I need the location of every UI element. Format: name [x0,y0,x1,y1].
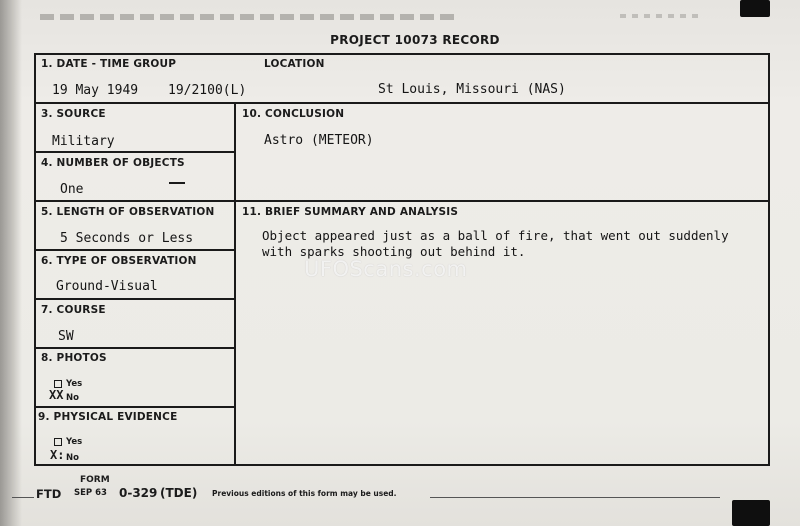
row-divider [35,151,234,153]
physical-evidence-yes-label: Yes [66,437,83,447]
bleed-through-text-right [620,14,700,18]
type-of-observation-value: Ground-Visual [56,279,158,294]
footer-rule-left [12,497,34,498]
physical-evidence-label: 9. PHYSICAL EVIDENCE [38,411,178,423]
summary-text [262,228,782,260]
location-label: LOCATION [264,58,325,70]
time-value: 19/2100(L) [168,83,247,98]
punch-hole-bottom [732,500,770,526]
row-divider [35,347,234,349]
photos-no-label: No [66,393,79,403]
number-of-objects-value: One [60,182,84,197]
footer-tde: (TDE) [160,486,198,500]
footer-ftd: FTD [36,487,62,501]
source-label: 3. SOURCE [41,108,106,120]
record-title: PROJECT 10073 RECORD [330,33,500,47]
scan-edge-shadow [0,0,22,526]
physical-evidence-no-mark: X: [50,448,65,462]
footer-form-word: FORM [80,475,110,485]
row-divider [35,406,234,408]
conclusion-value: Astro (METEOR) [264,133,374,148]
type-of-observation-label: 6. TYPE OF OBSERVATION [41,255,197,267]
bleed-through-text [40,14,460,20]
location-value: St Louis, Missouri (NAS) [378,82,566,97]
row-divider [35,200,769,202]
photos-yes-checkbox [54,380,62,388]
physical-evidence-no-label: No [66,453,79,463]
physical-evidence-yes-checkbox [54,438,62,446]
photos-yes-label: Yes [66,379,83,389]
summary-line-1: Object appeared just as a ball of fire, that went out suddenly [262,228,729,243]
photos-no-mark: XX [49,388,64,402]
row-divider [35,249,234,251]
length-of-observation-label: 5. LENGTH OF OBSERVATION [41,206,215,218]
physical-evidence-yes-option [54,437,82,447]
row-divider [35,298,234,300]
course-label: 7. COURSE [41,304,106,316]
course-value: SW [58,329,74,344]
punch-hole-top [740,0,770,17]
typed-dash-mark [169,182,185,184]
row-divider [35,102,769,104]
source-value: Military [52,134,115,149]
summary-line-2: with sparks shooting out behind it. [262,244,526,259]
date-time-label: 1. DATE - TIME GROUP [41,58,177,70]
photos-label: 8. PHOTOS [41,352,107,364]
number-of-objects-label: 4. NUMBER OF OBJECTS [41,157,185,169]
footer-notice: Previous editions of this form may be used. [212,489,397,498]
watermark: UFOScans.com [304,257,468,281]
footer-form-number: 0-329 [119,486,158,500]
summary-label: 11. BRIEF SUMMARY AND ANALYSIS [242,206,459,218]
conclusion-label: 10. CONCLUSION [242,108,345,120]
footer-date-code: SEP 63 [74,488,107,498]
date-value: 19 May 1949 [52,83,139,98]
column-divider [234,102,236,466]
footer-rule-right [430,497,720,498]
length-of-observation-value: 5 Seconds or Less [60,231,194,246]
